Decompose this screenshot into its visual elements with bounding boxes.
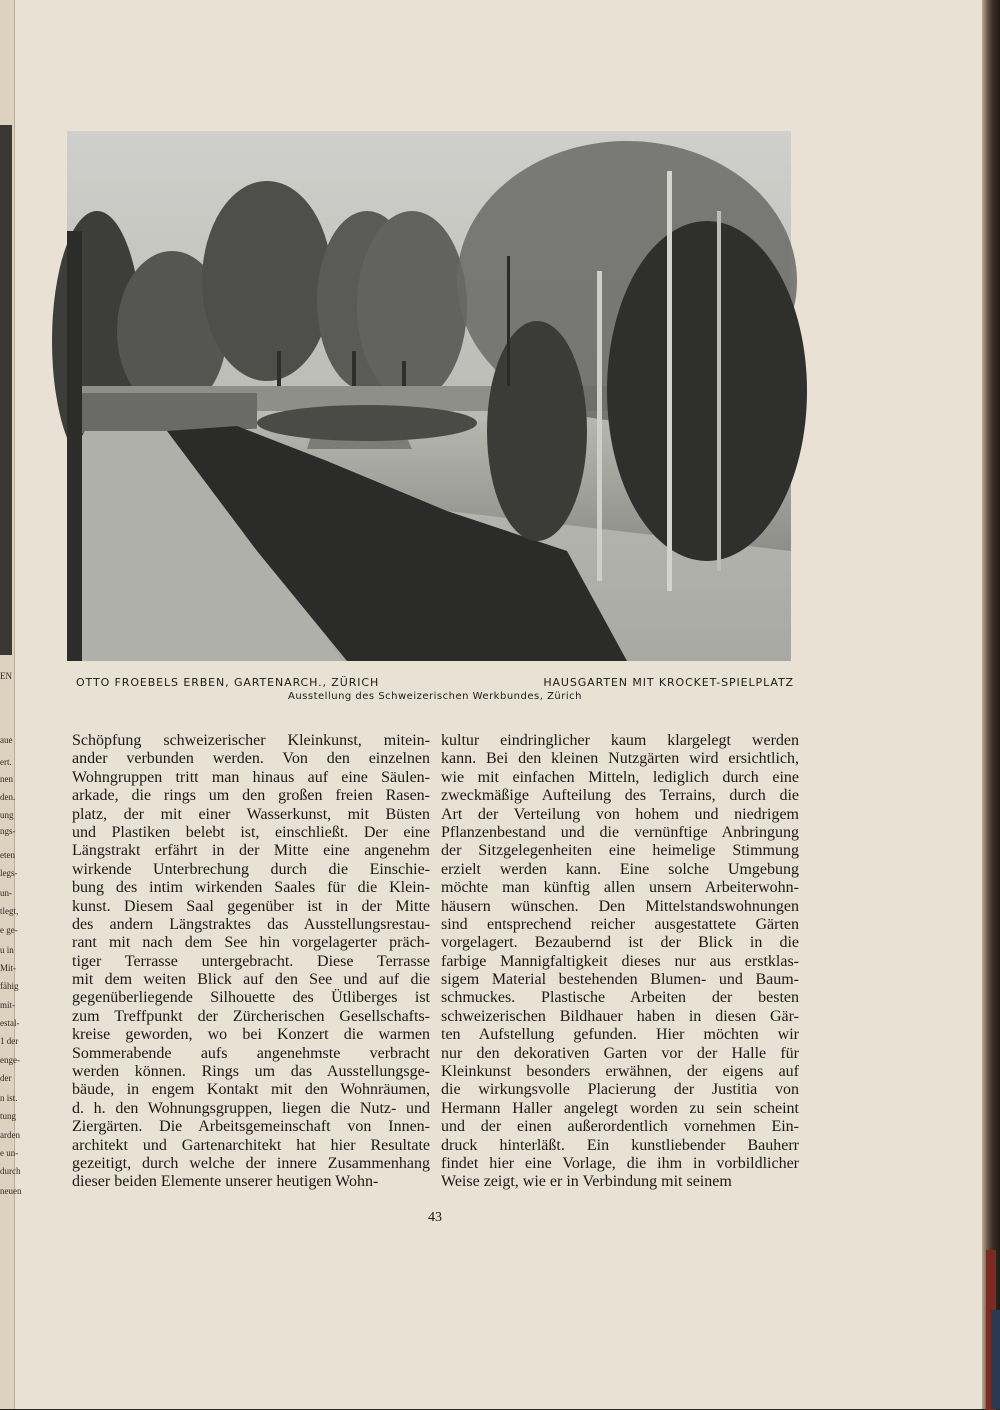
body-text-line: Schöpfung schweizerischer Kleinkunst, mitein-	[72, 732, 430, 749]
body-text-line: sigem Material bestehenden Blumen- und Baum-	[441, 971, 799, 989]
adjacent-page-fragment: n ist.	[0, 1093, 18, 1103]
adjacent-page-edge	[0, 0, 22, 1409]
adjacent-page-fragment: EN	[0, 671, 12, 681]
body-text-line: wie mit einfachen Mitteln, lediglich durch eine	[441, 768, 799, 786]
body-text-line: kann. Bei den kleinen Nutzgärten wird ersichtlich,	[441, 750, 799, 768]
garden-photograph	[67, 131, 791, 661]
adjacent-page-fragment: Mit-	[0, 963, 17, 973]
adjacent-photo-edge	[0, 125, 12, 655]
page-number: 43	[428, 1210, 442, 1225]
body-text-line: dieser beiden Elemente unserer heutigen Wohn-	[72, 1173, 379, 1191]
caption-architect: OTTO FROEBELS ERBEN, GARTENARCH., ZÜRICH	[76, 676, 380, 689]
body-text-line: und Plastiken belebt ist, einschließt. Der eine	[72, 823, 430, 841]
body-text-line: ander verbunden werden. Von den einzelnen	[72, 750, 430, 768]
body-text-line: rant mit nach dem See hin vorgelagerter präch-	[72, 934, 430, 952]
body-text-line: Ziergärten. Die Arbeitsgemeinschaft von Innen-	[72, 1118, 430, 1136]
body-text-line: wirkende Unterbrechung durch die Einschie-	[72, 860, 430, 878]
adjacent-page-fragment: e un-	[0, 1148, 19, 1158]
body-text-line: Pflanzenbestand und die vernünftige Anbringung	[441, 823, 799, 841]
binding-blue-band	[991, 1310, 1000, 1409]
body-text-line: Kleinkunst besonders erwähnen, der eigens auf	[441, 1063, 799, 1081]
body-text-line: ten Aufstellung gefunden. Hier möchten wir	[441, 1026, 799, 1044]
body-text-line: möchte man künftig allen unsern Arbeiterwohn-	[441, 879, 799, 897]
adjacent-page-fragment: eten	[0, 850, 15, 860]
body-text-line: kunst. Diesem Saal gegenüber ist in der Mitte	[72, 897, 430, 915]
text-column-left	[72, 732, 430, 1192]
adjacent-page-fragment: 1 der	[0, 1036, 19, 1046]
body-text-line: Hermann Haller angelegt worden zu sein scheint	[441, 1099, 799, 1117]
body-text-line: die wirkungsvolle Placierung der Justitia von	[441, 1081, 799, 1099]
adjacent-page-fragment: nen	[0, 774, 13, 784]
body-text-line: der Sitzgelegenheiten eine heimelige Stimmung	[441, 842, 799, 860]
body-text-line: nur den dekorativen Garten vor der Halle für	[441, 1044, 799, 1062]
body-text-line: Sommerabende aufs angenehmste verbracht	[72, 1044, 430, 1062]
adjacent-page-fragment: mit-	[0, 1000, 15, 1010]
body-text-line: findet hier eine Vorlage, die ihm in vorbildlicher	[441, 1154, 799, 1172]
adjacent-page-fragment: den.	[0, 792, 16, 802]
book-binding-edge	[982, 0, 1000, 1409]
body-text-line: farbige Mannigfaltigkeit dieses nur aus erstklas-	[441, 952, 799, 970]
adjacent-page-fragment: ngs-	[0, 826, 16, 836]
adjacent-page-fragment: tung	[0, 1111, 17, 1121]
body-text-line: kreise geworden, wo bei Konzert die warmen	[72, 1026, 430, 1044]
figure-caption	[76, 676, 794, 692]
adjacent-page-fragment: enge-	[0, 1055, 20, 1065]
body-text-line: schmuckes. Plastische Arbeiten der besten	[441, 989, 799, 1007]
body-text-line: druck hinterläßt. Ein kunstliebender Bauherr	[441, 1136, 799, 1154]
body-text-line: mit dem weiten Blick auf den See und auf die	[72, 971, 430, 989]
text-column-right	[441, 732, 799, 1192]
caption-title: HAUSGARTEN MIT KROCKET-SPIELPLATZ	[543, 676, 794, 689]
body-text-line: zweckmäßige Aufteilung des Terrains, durch die	[441, 787, 799, 805]
adjacent-page-fragment: u in	[0, 945, 14, 955]
garden-photo-illustration	[67, 131, 791, 661]
adjacent-page-fragment: un-	[0, 888, 12, 898]
body-text-line: Weise zeigt, wie er in Verbindung mit seinem	[441, 1173, 732, 1191]
body-text-line: architekt und Gartenarchitekt hat hier Resultate	[72, 1136, 430, 1154]
body-text-line: zum Treffpunkt der Zürcherischen Gesellschafts-	[72, 1007, 430, 1025]
body-text-line: d. h. den Wohnungsgruppen, liegen die Nutz- und	[72, 1099, 430, 1117]
adjacent-page-fragment: tlegt,	[0, 906, 19, 916]
adjacent-page-fragment: aue	[0, 735, 13, 745]
adjacent-page-fragment: neuen	[0, 1186, 22, 1196]
body-text-line: Wohngruppen tritt man hinaus auf eine Säulen-	[72, 768, 430, 786]
body-text-line: und der einen außerordentlich vornehmen Ein-	[441, 1118, 799, 1136]
body-text-line: vorgelagert. Bezaubernd ist der Blick in die	[441, 934, 799, 952]
body-text-line: kultur eindringlicher kaum klargelegt werden	[441, 732, 799, 749]
body-text-line: Längstrakt erfährt in der Mitte eine angenehm	[72, 842, 430, 860]
body-text-line: häusern wünschen. Den Mittelstandswohnungen	[441, 897, 799, 915]
adjacent-page-fragment: fähig	[0, 981, 19, 991]
body-text-line: tiger Terrasse untergebracht. Diese Terrasse	[72, 952, 430, 970]
adjacent-page-fragment: e ge-	[0, 925, 18, 935]
adjacent-page-fragment: estal-	[0, 1018, 20, 1028]
body-text-line: gegenüberliegende Silhouette des Ütliberges ist	[72, 989, 430, 1007]
body-text-line: erzielt werden kann. Eine solche Umgebung	[441, 860, 799, 878]
adjacent-page-fragment: durch	[0, 1166, 21, 1176]
adjacent-page-fragment: legs-	[0, 868, 18, 878]
adjacent-page-fragment: ung	[0, 810, 14, 820]
body-text-line: schweizerischen Bildhauer haben in diesen Gär-	[441, 1007, 799, 1025]
body-text-line: platz, der mit einer Wasserkunst, mit Büsten	[72, 805, 430, 823]
adjacent-page-fragment: arden	[0, 1130, 20, 1140]
body-text-line: des andern Längstraktes das Ausstellungsrestau-	[72, 915, 430, 933]
body-text-line: werden können. Rings um das Ausstellungsge-	[72, 1063, 430, 1081]
adjacent-page-fragment: der	[0, 1073, 12, 1083]
body-text-line: Art der Verteilung von hohem und niedrigem	[441, 805, 799, 823]
caption-exhibition: Ausstellung des Schweizerischen Werkbundes, Zürich	[288, 691, 582, 702]
body-text-line: bung des intim wirkenden Saales für die Klein-	[72, 879, 430, 897]
adjacent-page-fragment: ert.	[0, 757, 12, 767]
body-text-line: gezeitigt, durch welche der innere Zusammenhang	[72, 1154, 430, 1172]
body-text-line: bäude, in engem Kontakt mit den Wohnräumen,	[72, 1081, 430, 1099]
body-text-line: sind entsprechend reicher ausgestattete Gärten	[441, 915, 799, 933]
body-text-line: arkade, die rings um den großen freien Rasen-	[72, 787, 430, 805]
